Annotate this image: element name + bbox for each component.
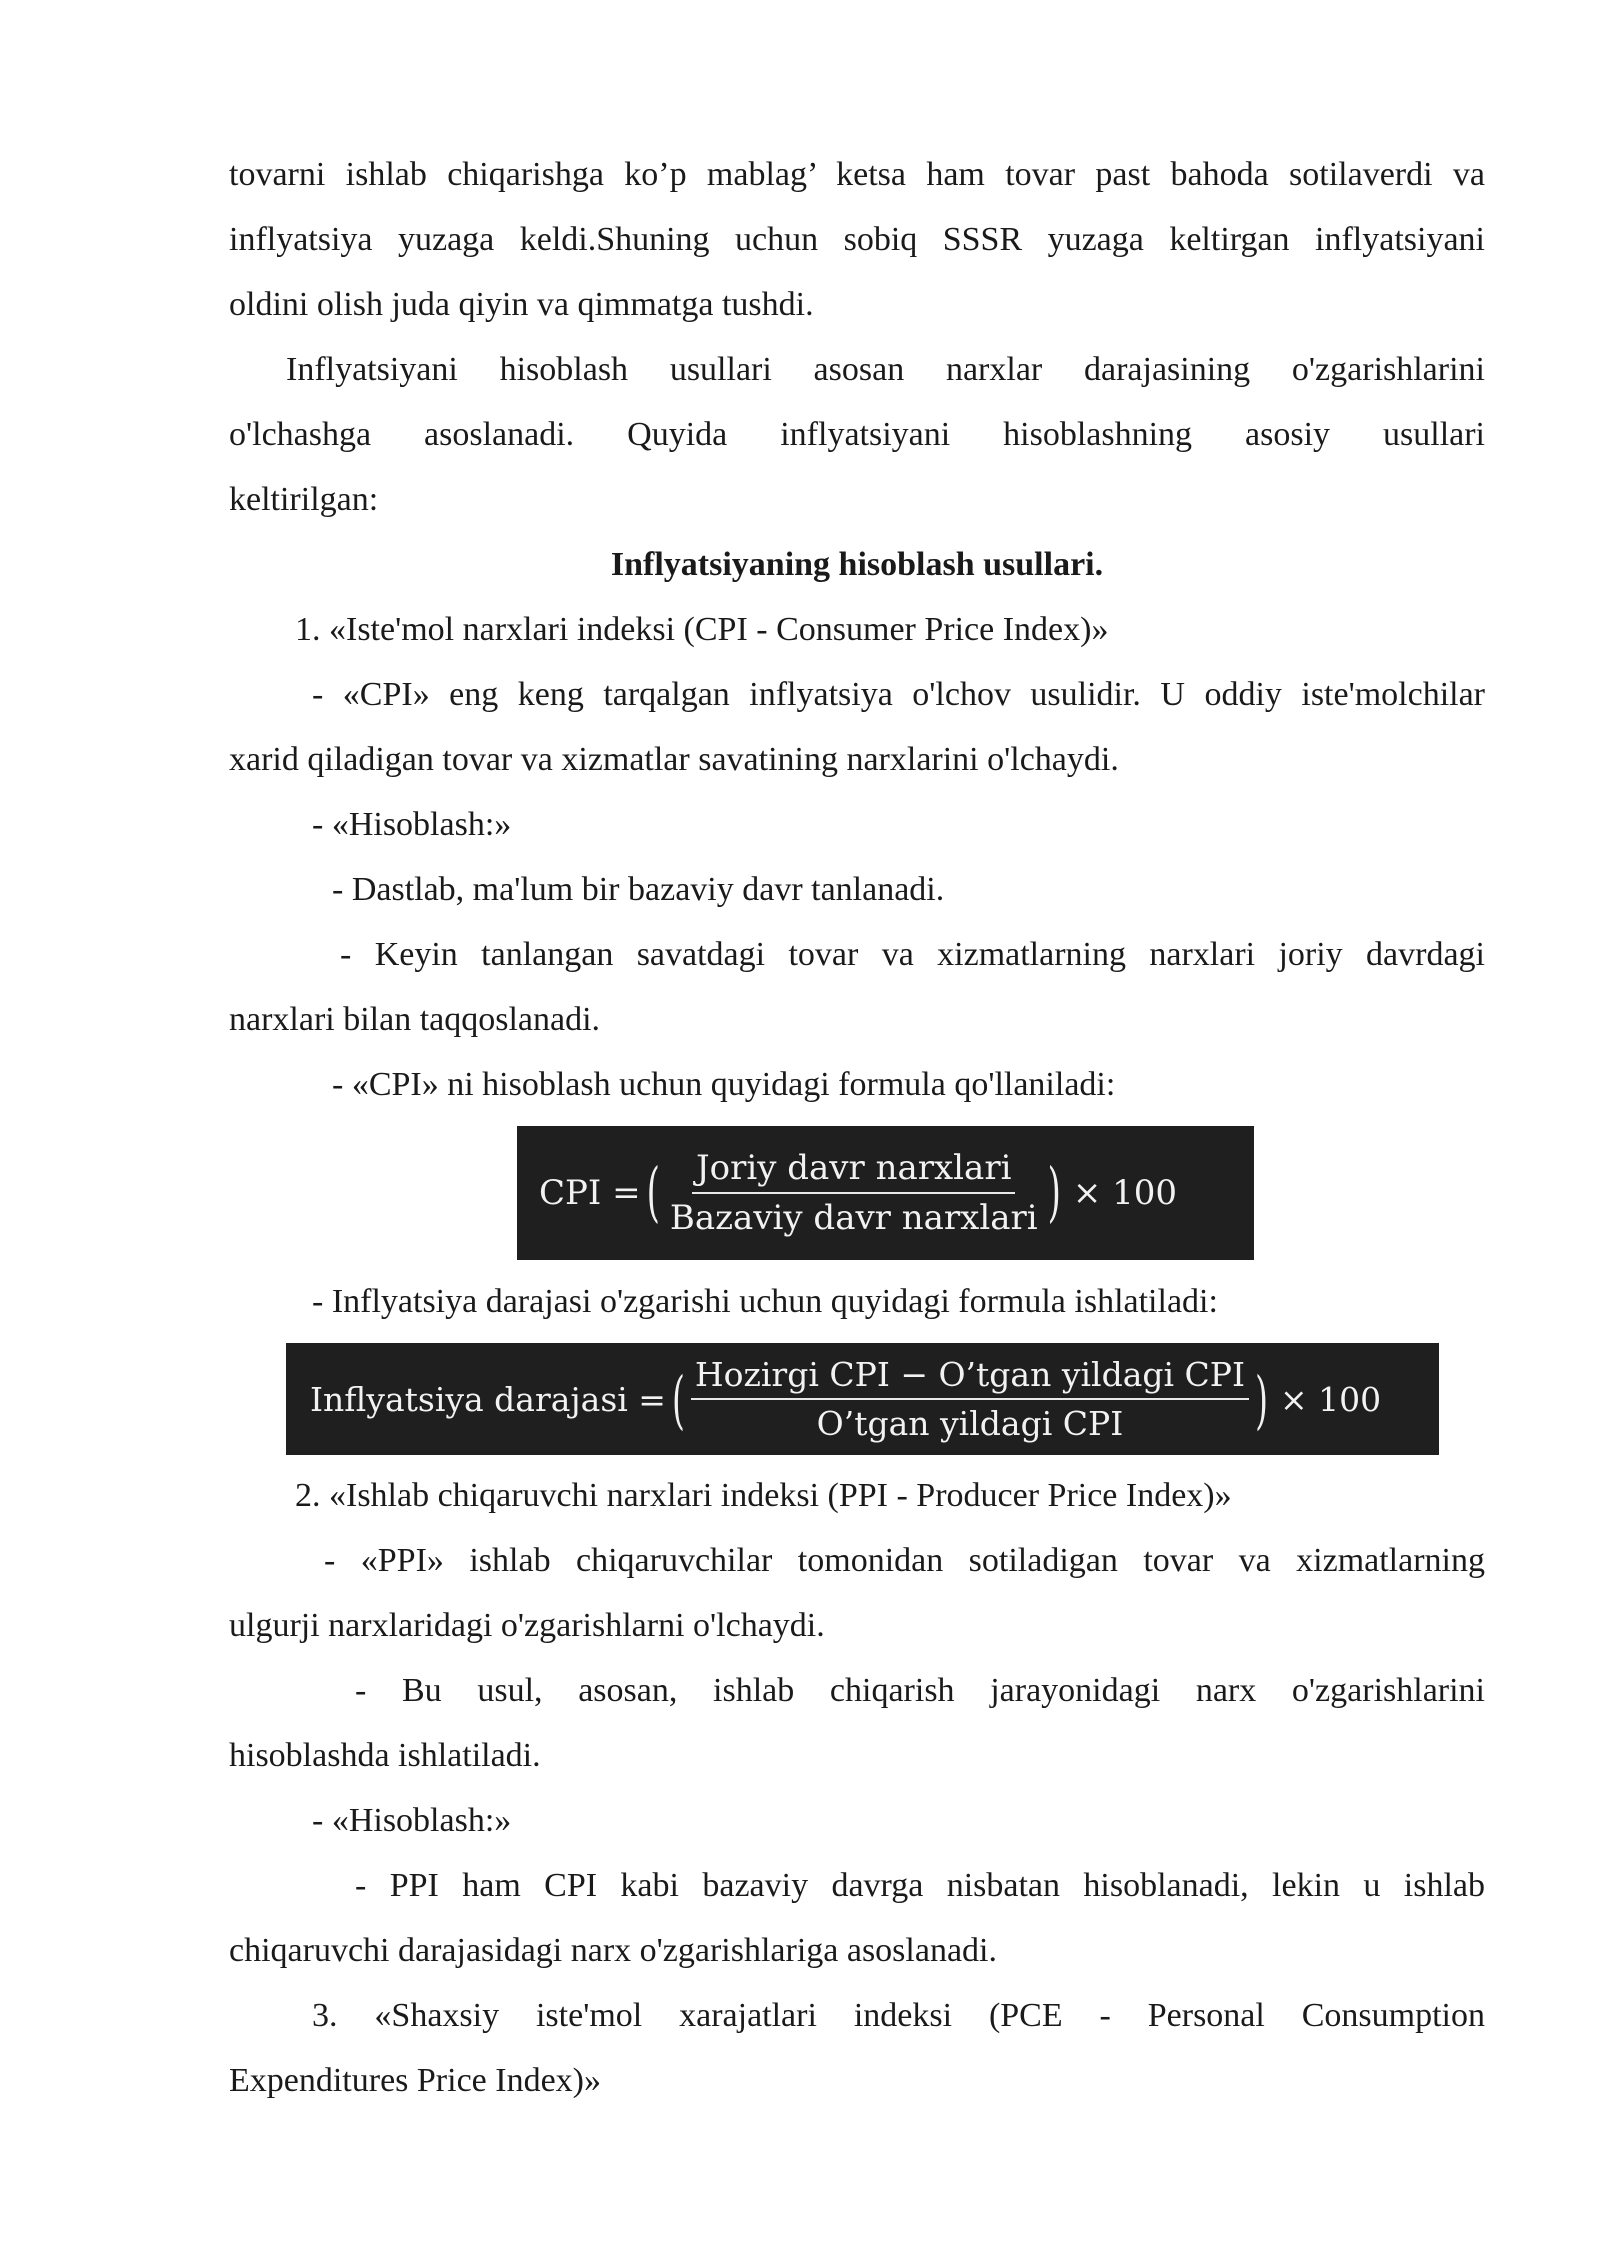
formula-fraction xyxy=(691,1355,1249,1443)
inflation-formula-image xyxy=(286,1343,1439,1455)
left-paren-icon: ( xyxy=(671,1361,685,1437)
section-heading: Inflyatsiyaning hisoblash usullari. xyxy=(610,546,1104,583)
formula-multiplier: × 100 xyxy=(1279,1379,1382,1419)
paragraph-line: inflyatsiya yuzaga keldi.Shuning uchun sobiq SSSR yuzaga keltirgan inflyatsiyani xyxy=(229,221,1485,258)
paragraph-line: - «CPI» eng keng tarqalgan inflyatsiya o'lchov usulidir. U oddiy iste'molchilar xyxy=(312,676,1485,713)
formula-lhs: Inflyatsiya darajasi = xyxy=(310,1379,666,1419)
paragraph-line: oldini olish juda qiyin va qimmatga tushdi. xyxy=(229,286,814,323)
cpi-formula-image xyxy=(517,1126,1254,1260)
paragraph-line: - Inflyatsiya darajasi o'zgarishi uchun quyidagi formula ishlatiladi: xyxy=(312,1283,1218,1320)
paragraph-line: xarid qiladigan tovar va xizmatlar savatining narxlarini o'lchaydi. xyxy=(229,741,1119,778)
paragraph-line: o'lchashga asoslanadi. Quyida inflyatsiyani hisoblashning asosiy usullari xyxy=(229,416,1485,453)
calc-label: - «Hisoblash:» xyxy=(312,1802,512,1839)
formula-multiplier: × 100 xyxy=(1072,1173,1178,1213)
formula-numerator: Joriy davr narxlari xyxy=(692,1148,1015,1194)
formula-denominator: Bazaviy davr narxlari xyxy=(669,1198,1038,1238)
paragraph-line: Inflyatsiyani hisoblash usullari asosan narxlar darajasining o'zgarishlarini xyxy=(286,351,1485,388)
paragraph-line: - PPI ham CPI kabi bazaviy davrga nisbatan hisoblanadi, lekin u ishlab xyxy=(355,1867,1485,1904)
left-paren-icon: ( xyxy=(646,1155,660,1231)
formula-fraction xyxy=(666,1148,1042,1238)
calc-label: - «Hisoblash:» xyxy=(312,806,512,843)
pce-title: 3. «Shaxsiy iste'mol xarajatlari indeksi (PCE - Personal Consumption xyxy=(312,1997,1485,2034)
paragraph-line: hisoblashda ishlatiladi. xyxy=(229,1737,541,1774)
paragraph-line: keltirilgan: xyxy=(229,481,379,518)
pce-title-continued: Expenditures Price Index)» xyxy=(229,2062,601,2099)
formula-lhs: CPI = xyxy=(539,1173,641,1213)
cpi-title: 1. «Iste'mol narxlari indeksi (CPI - Consumer Price Index)» xyxy=(295,611,1109,648)
paragraph-line: chiqaruvchi darajasidagi narx o'zgarishlariga asoslanadi. xyxy=(229,1932,997,1969)
paragraph-line: narxlari bilan taqqoslanadi. xyxy=(229,1001,601,1038)
formula-numerator: Hozirgi CPI − O’tgan yildagi CPI xyxy=(691,1355,1249,1400)
paragraph-line: - Bu usul, asosan, ishlab chiqarish jarayonidagi narx o'zgarishlarini xyxy=(355,1672,1485,1709)
paragraph-line: - Dastlab, ma'lum bir bazaviy davr tanlanadi. xyxy=(332,871,945,908)
paragraph-line: - «CPI» ni hisoblash uchun quyidagi formula qo'llaniladi: xyxy=(332,1066,1116,1103)
right-paren-icon: ) xyxy=(1047,1155,1061,1231)
paragraph-line: tovarni ishlab chiqarishga ko’p mablag’ ketsa ham tovar past bahoda sotilaverdi va xyxy=(229,156,1485,193)
paragraph-line: - Keyin tanlangan savatdagi tovar va xizmatlarning narxlari joriy davrdagi xyxy=(340,936,1485,973)
paragraph-line: ulgurji narxlaridagi o'zgarishlarni o'lchaydi. xyxy=(229,1607,825,1644)
paragraph-line: - «PPI» ishlab chiqaruvchilar tomonidan sotiladigan tovar va xizmatlarning xyxy=(324,1542,1485,1579)
ppi-title: 2. «Ishlab chiqaruvchi narxlari indeksi (PPI - Producer Price Index)» xyxy=(295,1477,1232,1514)
formula-denominator: O’tgan yildagi CPI xyxy=(816,1404,1124,1443)
right-paren-icon: ) xyxy=(1255,1361,1268,1437)
